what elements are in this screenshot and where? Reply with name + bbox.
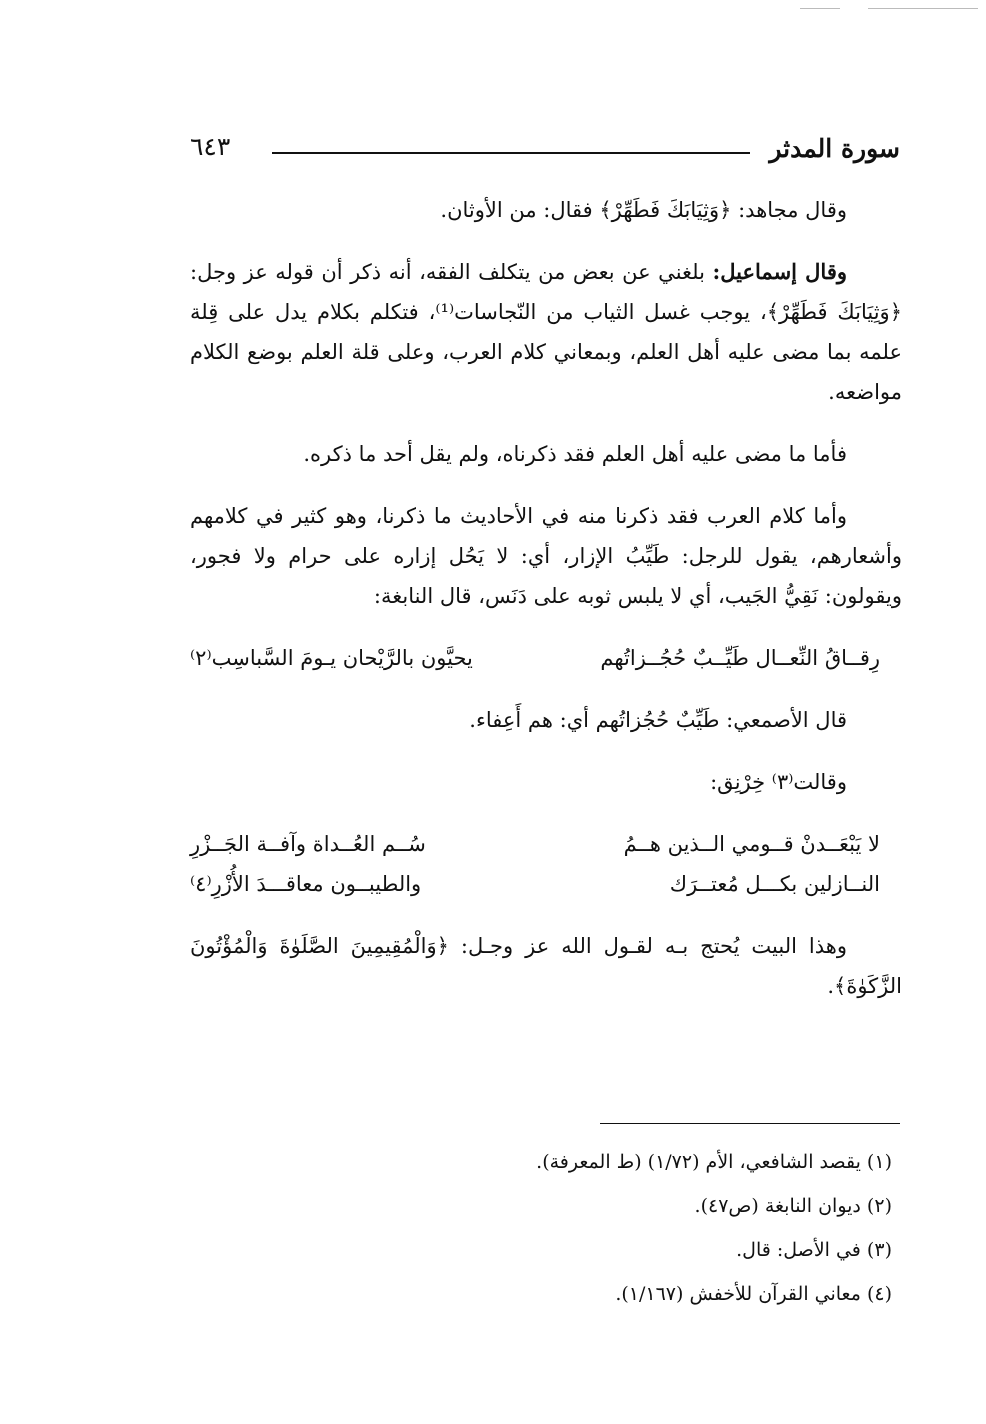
paragraph: وأما كلام العرب فقد ذكرنا منه في الأحاديث ما ذكرنا، وهو كثير في كلامهم وأشعارهم، يقول للرجل: طَيِّبُ الإزار، أي: لا يَحُل إزاره على حرام ولا فجور، ويقولون: نَقِيُّ الجَيب، أي لا يلبس ثوبه على دَنَس، قال النابغة: (190, 504, 902, 608)
verse-hemistich-first: النــازلين بكـــل مُعتــرَك (669, 872, 880, 896)
verse-hemistich-first: لا يَبْعَــدنْ قــومي الــذين هــمُ (623, 832, 880, 856)
paragraph (190, 252, 902, 412)
verse-hemistich-second: والطيبــون معاقـــدَ الأُزْرِ⁽٤⁾ (190, 872, 422, 896)
poem-verse (190, 638, 902, 678)
surah-title: سورة المدثر (769, 134, 900, 163)
verse-hemistich-second: يحيَّون بالرَّيْحان يـومَ السَّباسِب⁽٢⁾ (190, 646, 473, 670)
paragraph: وقال مجاهد: ﴿وَثِيَابَكَ فَطَهِّرْ﴾ فقال: من الأوثان. (440, 198, 847, 222)
poem-verse (190, 824, 902, 864)
scan-mark (868, 8, 978, 9)
page-body (190, 190, 902, 1028)
footnote: (٣) في الأصل: قال. (736, 1239, 892, 1261)
page-header (190, 128, 900, 178)
speaker-lead: وقال إسماعيل: (712, 259, 848, 284)
scan-mark (800, 8, 840, 9)
paragraph-text: بلغني عن بعض من يتكلف الفقه، أنه ذكر أن قوله عز وجل: ﴿وَثِيَابَكَ فَطَهِّرْ﴾، يوجب غسل الثياب من النّجاسات⁽¹⁾، فتكلم بكلام يدل على قِلة علمه بما مضى عليه أهل العلم، وبمعاني كلام العرب، وعلى قلة العلم بوضع الكلام مواضعه. (190, 260, 902, 404)
footnotes (190, 1140, 902, 1316)
footnote: (١) يقصد الشافعي، الأم (١/٧٢) (ط المعرفة). (536, 1151, 892, 1173)
page-number: ٦٤٣ (190, 132, 231, 161)
paragraph: فأما ما مضى عليه أهل العلم فقد ذكرناه، ولم يقل أحد ما ذكره. (303, 442, 847, 466)
paragraph: وهذا البيت يُحتج بـه لقـول الله عز وجـل: ﴿وَالْمُقِيمِينَ الصَّلَوٰةَ وَالْمُؤْتُونَ الزَّكَوٰةَ﴾. (190, 934, 902, 998)
poem-verse (190, 864, 902, 904)
footnote: (٤) معاني القرآن للأخفش (١/١٦٧). (615, 1283, 892, 1305)
paragraph: وقالت⁽٣⁾ خِرْنِق: (710, 770, 847, 794)
header-rule (272, 152, 750, 154)
paragraph: قال الأصمعي: طَيِّبٌ حُجُزاتُهم أي: هم أَعِفاء. (469, 708, 847, 732)
verse-hemistich-second: سُــم العُــداة وآفــة الجَــزْرِ (190, 832, 426, 856)
footnote: (٢) ديوان النابغة (ص٤٧). (694, 1195, 892, 1217)
verse-hemistich-first: رِقــاقُ النِّعــال طَيِّــبٌ حُجُــزاتُهم (600, 646, 880, 670)
footnote-divider (600, 1123, 900, 1124)
